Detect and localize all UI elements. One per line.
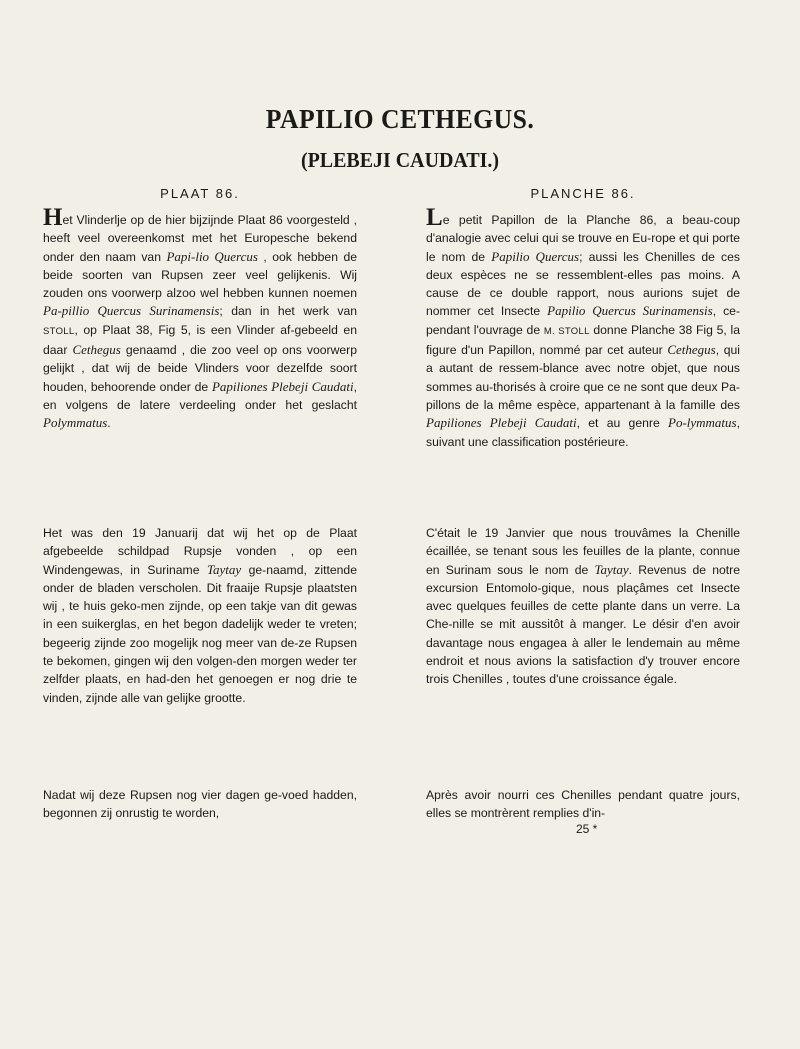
drop-cap: L — [426, 204, 443, 231]
right-heading: PLANCHE 86. — [530, 186, 636, 201]
left-heading: PLAAT 86. — [160, 186, 240, 201]
left-paragraph-3: Nadat wij deze Rupsen nog vier dagen ge-voed hadden, begonnen zij onrustig te worden, — [43, 788, 357, 821]
left-paragraph-2: Het was den 19 Januarij dat wij het op de Plaat afgebeelde schildpad Rupsje vonden , op een Windengewas, in Suriname Taytay ge-naamd, zittende onder de bladen verscholen. Dit fraaije Rupsje plaatsten wij , te huis geko-men zijnde, op een takje van dit gewas in een suikerglas, en het begon dadelijk weder te vreten; begeerig zijnde zoo mogelijk nog meer van de-ze Rupsen te bekomen, gingen wij den volgen-den morgen weder ter zelfder plaats, en had-den het genoegen er nog drie te vinden, zijnde alle van gelijke grootte. — [43, 526, 357, 705]
left-paragraph-1: Het Vlinderlje op de hier bijzijnde Plaat 86 voorgesteld , heeft veel overeenkomst met het Europesche bekend onder den naam van Papi-lio Quercus , ook hebben de beide soorten van Rupsen zeer veel gelijkenis. Wij zouden ons voorwerp alzoo wel hebben kunnen noemen Pa-pillio Quercus Surinamensis; dan in het werk van STOLL, op Plaat 38, Fig 5, is een Vlinder af-gebeeld en daar Cethegus genaamd , die zoo veel op ons voorwerp gelijkt , dat wij de beide Vlinders voor dezelfde soort houden, behoorende onder de Papiliones Plebeji Caudati, en volgens de latere verdeeling onder het geslacht Polymmatus. — [43, 204, 358, 431]
page-title: PAPILIO CETHEGUS. — [265, 104, 535, 134]
right-paragraph-1: Le petit Papillon de la Planche 86, a beau-coup d'analogie avec celui qui se trouve en Eu-rope et qui porte le nom de Papilio Quercus; aussi les Chenilles de ces deux espèces ne se ressemblent-elles pas moins. A cause de ce double rapport, nous aurions sujet de nommer cet Insecte Papilio Quercus Surinamensis, ce-pendant l'ouvrage de M. STOLL donne Planche 38 Fig 5, la figure d'un Papillon, nommé par cet auteur Cethegus, qui a autant de ressem-blance avec notre objet, que nous sommes au-thorisés à croire que ce ne sont que deux Pa-pillons de la même espèce, appartenant à la famille des Papiliones Plebeji Caudati, et au genre Po-lymmatus, suivant une classification postérieure. — [426, 204, 741, 449]
right-paragraph-2: C'était le 19 Janvier que nous trouvâmes la Chenille écaillée, se tenant sous les feuilles de la plante, connue en Surinam sous le nom de Taytay. Revenus de notre excursion Entomolo-gique, nous plaçâmes cet Insecte avec quelques feuilles de cette plante dans un verre. La Che-nille se mit aussitôt à manger. Le désir d'en avoir davantage nous engagea à aller le lendemain au même endroit et nous avions la satisfaction d'y trouver encore trois Chenilles , toutes d'une croissance égale. — [426, 526, 741, 687]
right-paragraph-3: Après avoir nourri ces Chenilles pendant quatre jours, elles se montrèrent remplies d'in- — [426, 788, 740, 821]
page-number: 25 * — [576, 822, 598, 836]
page-subtitle: (PLEBEJI CAUDATI.) — [300, 148, 500, 172]
drop-cap: H — [43, 204, 63, 231]
